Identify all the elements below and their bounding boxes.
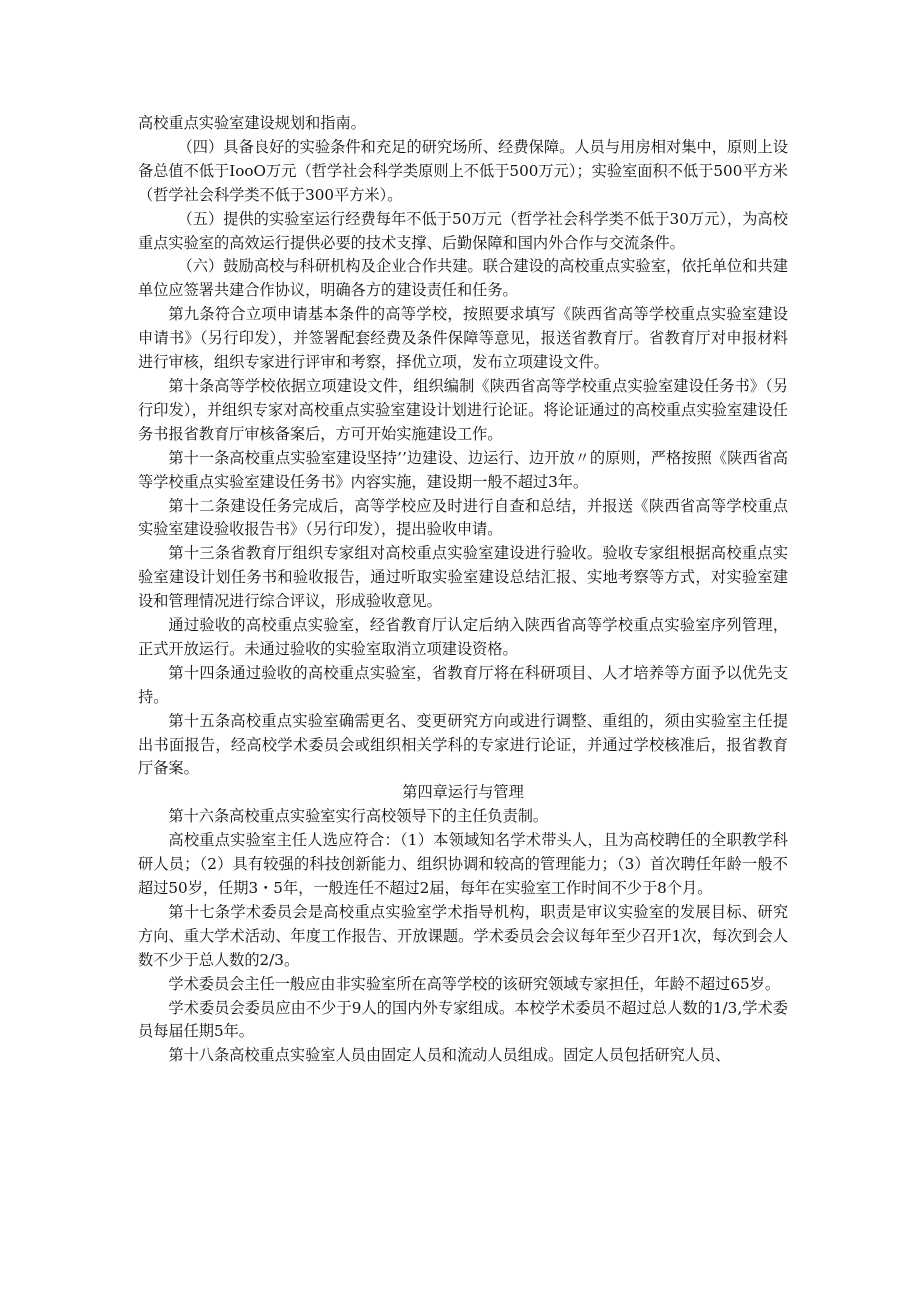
paragraph-continuation: 高校重点实验室建设规划和指南。 [138, 114, 366, 132]
paragraph-item-6: （六）鼓励高校与科研机构及企业合作共建。联合建设的高校重点实验室，依托单位和共建单位应签署共建合作协议，明确各方的建设责任和任务。 [138, 257, 788, 300]
paragraph-committee-chair: 学术委员会主任一般应由非实验室所在高等学校的该研究领域专家担任，年龄不超过65岁。 [168, 974, 781, 993]
paragraph-director-requirements: 高校重点实验室主任人选应符合：（1）本领域知名学术带头人，且为高校聘任的全职教学科研人员；（2）具有较强的科技创新能力、组织协调和较高的管理能力；（3）首次聘任年龄一般不超过50岁，任期3・5年，一般连任不超过2届，每年在实验室工作时间不少于8个月。 [138, 831, 788, 897]
document-body [138, 112, 788, 1068]
paragraph-article-17: 第十七条学术委员会是高校重点实验室学术指导机构，职责是审议实验室的发展目标、研究方向、重大学术活动、年度工作报告、开放课题。学术委员会会议每年至少召开1次，每次到会人数不少于总人数的2/3。 [138, 902, 788, 969]
paragraph-article-16: 第十六条高校重点实验室实行高校领导下的主任负责制。 [168, 807, 549, 826]
paragraph-article-14: 第十四条通过验收的高校重点实验室，省教育厅将在科研项目、人才培养等方面予以优先支持。 [138, 663, 788, 706]
paragraph-article-11: 第十一条高校重点实验室建设坚持’’边建设、边运行、边开放〃的原则，严格按照《陕西省高等学校重点实验室建设任务书》内容实施，建设期一般不超过3年。 [138, 448, 788, 491]
paragraph-article-18: 第十八条高校重点实验室人员由固定人员和流动人员组成。固定人员包括研究人员、 [168, 1046, 731, 1065]
chapter-heading: 第四章运行与管理 [402, 783, 524, 802]
paragraph-article-12: 第十二条建设任务完成后，高等学校应及时进行自查和总结，并报送《陕西省高等学校重点实验室建设验收报告书》（另行印发），提出验收申请。 [138, 496, 788, 539]
paragraph-article-15: 第十五条高校重点实验室确需更名、变更研究方向或进行调整、重组的，须由实验室主任提出书面报告，经高校学术委员会或组织相关学科的专家进行论证，并通过学校核准后，报省教育厅备案。 [138, 711, 788, 778]
paragraph-item-4: （四）具备良好的实验条件和充足的研究场所、经费保障。人员与用房相对集中，原则上设备总值不低于IooO万元（哲学社会科学类原则上不低于500万元）；实验室面积不低于500平方米（哲学社会科学类不低于300平方米）。 [138, 137, 788, 204]
paragraph-article-13: 第十三条省教育厅组织专家组对高校重点实验室建设进行验收。验收专家组根据高校重点实验室建设计划任务书和验收报告，通过听取实验室建设总结汇报、实地考察等方式，对实验室建设和管理情况进行综合评议，形成验收意见。 [138, 544, 788, 611]
paragraph-acceptance: 通过验收的高校重点实验室，经省教育厅认定后纳入陕西省高等学校重点实验室序列管理，正式开放运行。未通过验收的实验室取消立项建设资格。 [138, 616, 788, 658]
paragraph-item-5: （五）提供的实验室运行经费每年不低于50万元（哲学社会科学类不低于30万元），为高校重点实验室的高效运行提供必要的技术支撑、后勤保障和国内外合作与交流条件。 [138, 209, 788, 252]
paragraph-article-9: 第九条符合立项申请基本条件的高等学校，按照要求填写《陕西省高等学校重点实验室建设申请书》（另行印发），并签署配套经费及条件保障等意见，报送省教育厅。省教育厅对申报材料进行审核，组织专家进行评审和考察，择优立项，发布立项建设文件。 [138, 305, 788, 372]
paragraph-article-10: 第十条高等学校依据立项建设文件，组织编制《陕西省高等学校重点实验室建设任务书》（另行印发），并组织专家对高校重点实验室建设计划进行论证。将论证通过的高校重点实验室建设任务书报省教育厅审核备案后，方可开始实施建设工作。 [138, 376, 788, 443]
paragraph-committee-members: 学术委员会委员应由不少于9人的国内外专家组成。本校学术委员不超过总人数的1/3,学术委员每届任期5年。 [138, 998, 788, 1041]
